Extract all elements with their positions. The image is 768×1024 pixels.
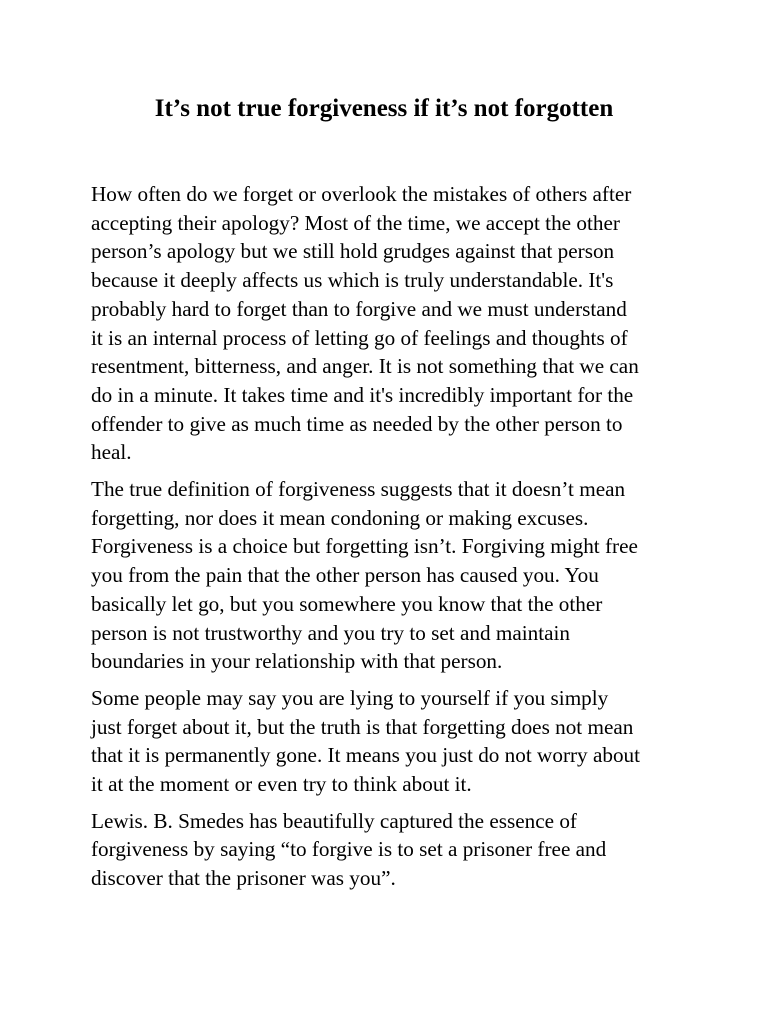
text-line: discover that the prisoner was you”. — [91, 866, 396, 891]
text-line: resentment, bitterness, and anger. It is not something that we can — [91, 354, 639, 379]
text-line: you from the pain that the other person has caused you. You — [91, 563, 599, 588]
text-line: forgiveness by saying “to forgive is to set a prisoner free and — [91, 837, 607, 862]
paragraph-3 — [91, 684, 691, 799]
text-line: person is not trustworthy and you try to set and maintain — [91, 620, 571, 645]
text-line: do in a minute. It takes time and it's incredibly important for the — [91, 382, 634, 407]
text-line: offender to give as much time as needed by the other person to — [91, 411, 623, 436]
text-line: that it is permanently gone. It means you just do not worry about — [91, 743, 641, 768]
text-line: probably hard to forget than to forgive and we must understand — [91, 296, 627, 321]
text-line: person’s apology but we still hold grudges against that person — [91, 239, 615, 264]
text-line: Some people may say you are lying to yourself if you simply — [91, 685, 609, 710]
document-body — [91, 180, 691, 901]
paragraph-2 — [91, 475, 691, 676]
text-line: Forgiveness is a choice but forgetting isn’t. Forgiving might free — [91, 534, 638, 559]
text-line: boundaries in your relationship with that person. — [91, 649, 503, 674]
text-line: accepting their apology? Most of the time, we accept the other — [91, 210, 620, 235]
text-line: it is an internal process of letting go of feelings and thoughts of — [91, 325, 628, 350]
text-line: How often do we forget or overlook the mistakes of others after — [91, 182, 632, 206]
text-line: it at the moment or even try to think about it. — [91, 772, 472, 797]
text-line: just forget about it, but the truth is that forgetting does not mean — [91, 714, 634, 739]
paragraph-1 — [91, 180, 691, 467]
paragraph-4 — [91, 807, 691, 893]
document-title: It’s not true forgiveness if it’s not forgotten — [154, 95, 614, 122]
text-line: forgetting, nor does it mean condoning or making excuses. — [91, 505, 589, 530]
text-line: Lewis. B. Smedes has beautifully captured the essence of — [91, 808, 577, 833]
text-line: The true definition of forgiveness suggests that it doesn’t mean — [91, 477, 626, 502]
text-line: basically let go, but you somewhere you know that the other — [91, 591, 603, 616]
text-line: because it deeply affects us which is truly understandable. It's — [91, 268, 614, 293]
text-line: heal. — [91, 440, 132, 465]
